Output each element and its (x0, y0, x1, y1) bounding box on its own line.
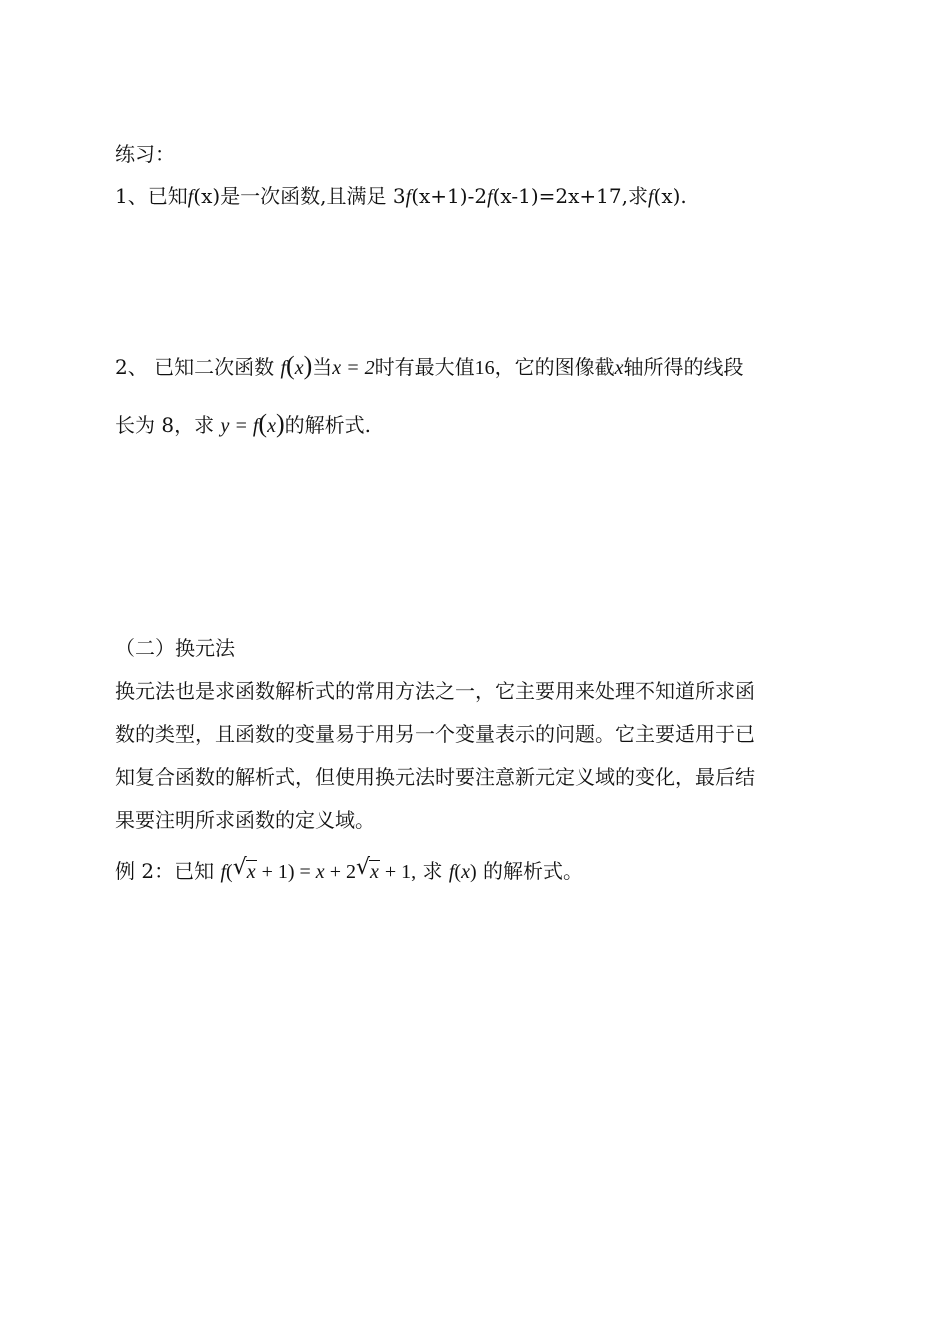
practice-question-2-line-2: 长为 8，求 y = f(x)的解析式. (115, 409, 371, 438)
sqrt-symbol: √ x (235, 857, 257, 886)
section-paragraph-line-1: 换元法也是求函数解析式的常用方法之一，它主要用来处理不知道所求函 (115, 679, 755, 703)
section-title: （二）换元法 (115, 636, 235, 660)
practice-question-2-line-1: 2、 已知二次函数 f(x)当x = 2时有最大值16，它的图像截x轴所得的线段 (115, 351, 744, 380)
sqrt-symbol: √ x (358, 857, 380, 886)
section-paragraph-line-4: 果要注明所求函数的定义域。 (115, 808, 375, 832)
practice-heading: 练习： (115, 142, 175, 166)
section-paragraph-line-3: 知复合函数的解析式，但使用换元法时要注意新元定义域的变化，最后结 (115, 765, 755, 789)
section-paragraph-line-2: 数的类型，且函数的变量易于用另一个变量表示的问题。它主要适用于已 (115, 722, 755, 746)
practice-question-1: 1、已知f(x)是一次函数,且满足 3f(x+1)-2f(x-1)=2x+17,求f(x). (115, 184, 687, 208)
example-2: 例 2：已知 f( √ x + 1) = x + 2 √ x + 1, 求 f(x) 的解析式。 (115, 857, 583, 886)
